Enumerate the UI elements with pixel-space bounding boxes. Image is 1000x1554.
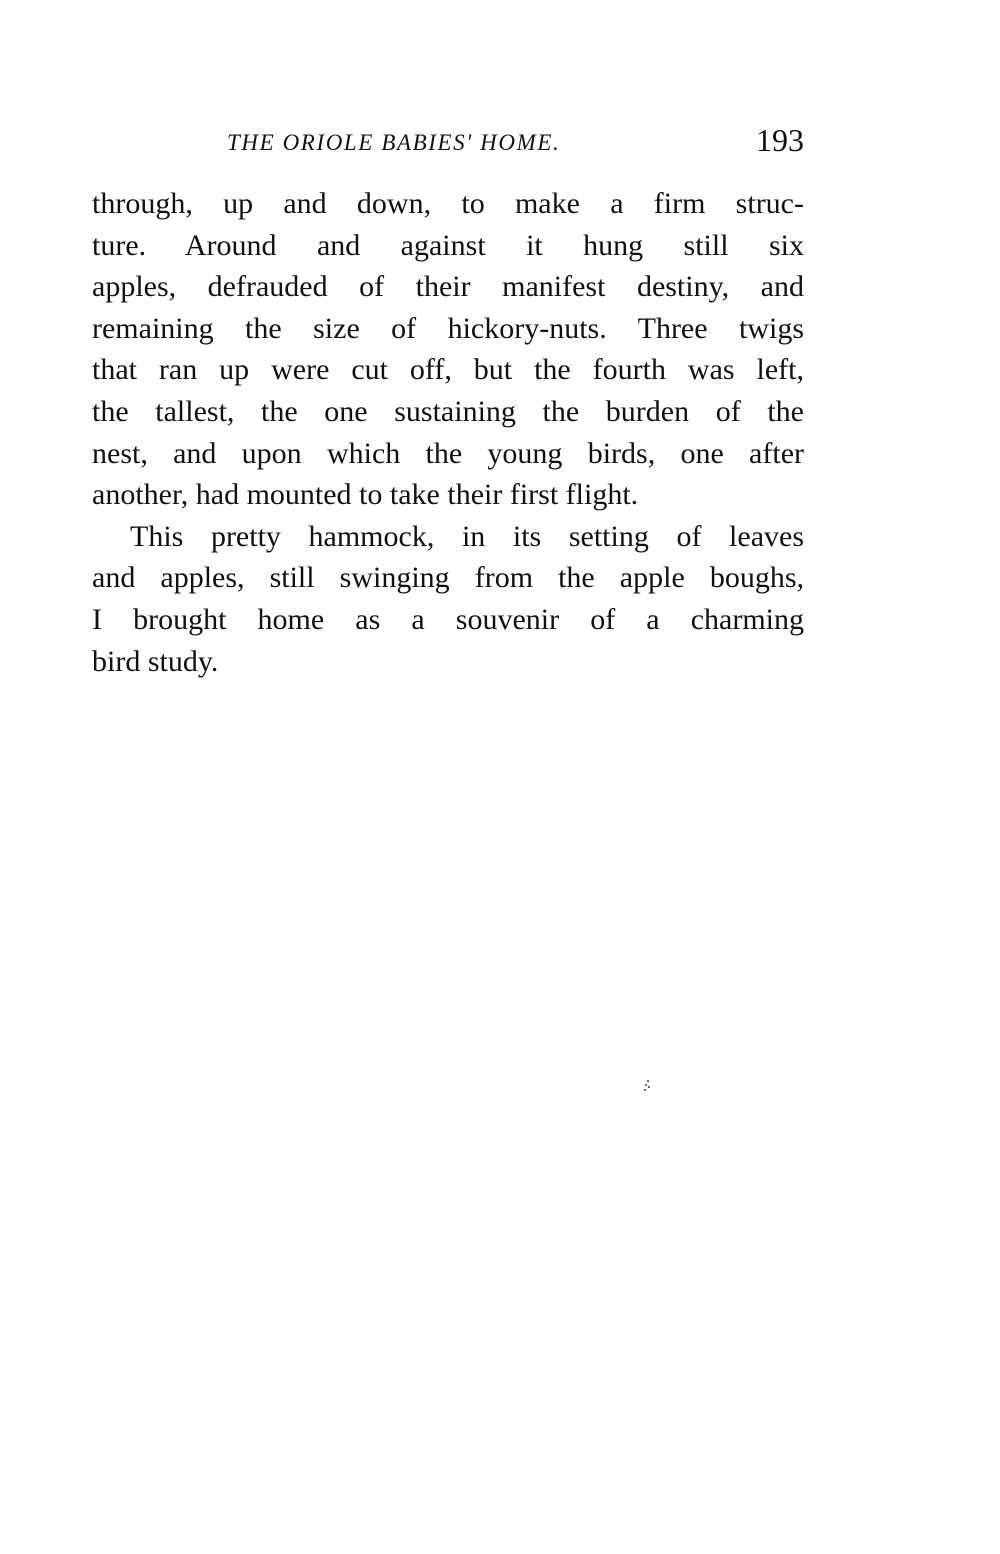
- paragraph-1: [92, 183, 804, 516]
- text-line: I brought home as a souvenir of a charming: [92, 602, 804, 636]
- text-line: and apples, still swinging from the apple boughs,: [92, 561, 804, 595]
- running-head: [92, 122, 804, 166]
- text-line: This pretty hammock, in its setting of leaves: [130, 519, 804, 553]
- text-line: through, up and down, to make a firm struc-: [92, 187, 804, 220]
- text-line: apples, defrauded of their manifest destiny, and: [92, 270, 804, 304]
- text-line: bird study.: [92, 644, 219, 678]
- scan-speck: [644, 1080, 650, 1092]
- text-line: ture. Around and against it hung still six: [92, 228, 804, 262]
- text-line: remaining the size of hickory-nuts. Three twigs: [92, 311, 804, 345]
- body-text: [92, 183, 804, 682]
- text-line: the tallest, the one sustaining the burden of the: [92, 394, 804, 428]
- page-number: 193: [756, 122, 804, 158]
- text-line: that ran up were cut off, but the fourth was left,: [92, 353, 804, 387]
- text-line: nest, and upon which the young birds, one after: [92, 436, 804, 470]
- text-line: another, had mounted to take their first flight.: [92, 478, 639, 512]
- running-title: THE ORIOLE BABIES' HOME.: [227, 130, 561, 155]
- paragraph-2: [92, 516, 804, 682]
